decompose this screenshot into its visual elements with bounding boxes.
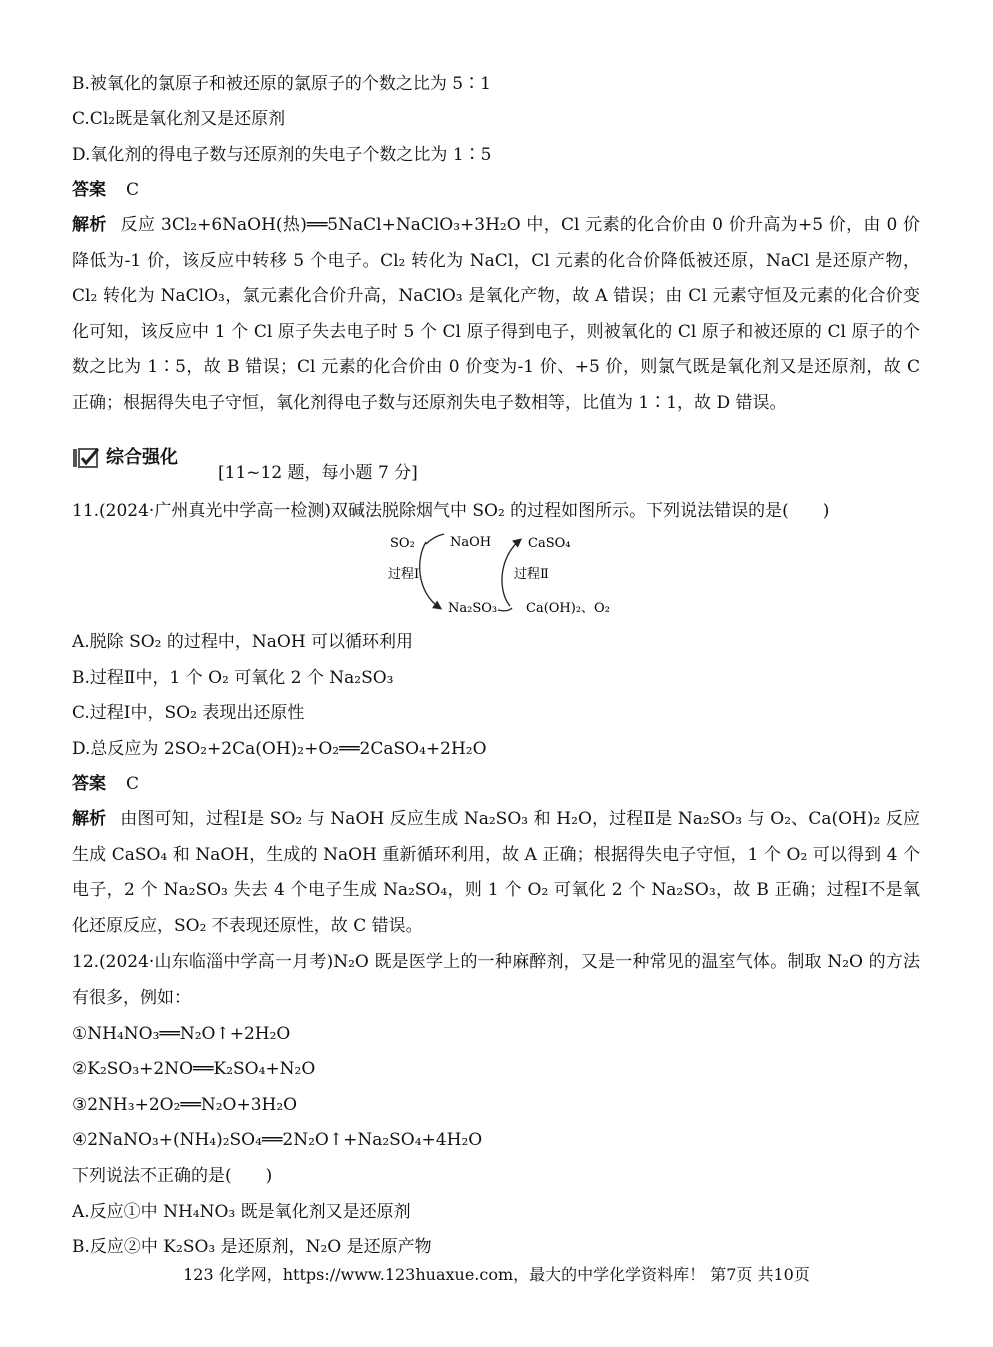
caso4-label: CaSO₄ <box>528 536 571 551</box>
caoh2-o2-label: Ca(OH)₂、O₂ <box>526 601 610 616</box>
na2so3-label: Na₂SO₃ <box>448 601 498 616</box>
q12-option-b: B.反应②中 K₂SO₃ 是还原剂，N₂O 是还原产物 <box>72 1237 432 1257</box>
naoh-join-line <box>426 534 444 544</box>
q12-reaction-4: ④2NaNO₃+(NH₄)₂SO₄══2N₂O↑+Na₂SO₄+4H₂O <box>72 1130 483 1150</box>
page-footer: 123 化学网，https://www.123huaxue.com，最大的中学化学资料库！ 第7页 共10页 <box>183 1265 810 1284</box>
q12-question: 下列说法不正确的是( ) <box>72 1166 273 1186</box>
process1-label: 过程Ⅰ <box>388 567 420 582</box>
answer-value: C <box>126 774 140 794</box>
q11-stem: 11.(2024·广州真光中学高一检测)双碱法脱除烟气中 SO₂ 的过程如图所示。下列说法错误的是( ) <box>72 501 830 521</box>
naoh-label: NaOH <box>450 535 492 550</box>
q10-answer <box>72 178 139 202</box>
process1-curve-arrow <box>420 542 440 608</box>
analysis-label: 解析 <box>72 809 107 829</box>
q11-analysis <box>72 802 920 944</box>
section-title: 综合强化 <box>106 447 178 468</box>
q11-option-c: C.过程Ⅰ中，SO₂ 表现出还原性 <box>72 703 305 723</box>
analysis-text: 反应 3Cl₂+6NaOH(热)══5NaCl+NaClO₃+3H₂O 中，Cl 元素的化合价由 0 价升高为+5 价，由 0 价降低为-1 价，该反应中转移 5 个电子。Cl₂ 转化为 NaCl，Cl 元素的化合价降低被还原，NaCl 是还原产物，Cl₂ 转化为 NaClO₃，氯元素化合价升高，NaClO₃ 是氧化产物，故 A 错误；由 Cl 元素守恒及元素的化合价变化可知，该反应中 1 个 Cl 原子失去电子时 5 个 Cl 原子得到电子，则被氧化的 Cl 原子和被还原的 Cl 原子的个数之比为 1∶5，故 B 错误；Cl 元素的化合价由 0 价变为-1 价、+5 价，则氯气既是氧化剂又是还原剂，故 C 正确；根据得失电子守恒，氧化剂得电子数与还原剂失电子数相等，比值为 1∶1，故 D 错误。 <box>72 215 921 413</box>
q10-option-d: D.氧化剂的得电子数与还原剂的失电子个数之比为 1∶5 <box>72 145 492 165</box>
answer-value: C <box>126 180 140 200</box>
q12-reaction-1: ①NH₄NO₃══N₂O↑+2H₂O <box>72 1024 291 1044</box>
analysis-label: 解析 <box>72 215 107 235</box>
q11-process-diagram <box>380 528 620 622</box>
q12-reaction-3: ③2NH₃+2O₂══N₂O+3H₂O <box>72 1095 298 1115</box>
checklist-icon <box>72 447 100 469</box>
answer-label: 答案 <box>72 180 106 200</box>
q11-option-a: A.脱除 SO₂ 的过程中，NaOH 可以循环利用 <box>72 632 414 652</box>
q10-option-c: C.Cl₂既是氧化剂又是还原剂 <box>72 109 286 129</box>
q11-option-b: B.过程Ⅱ中，1 个 O₂ 可氧化 2 个 Na₂SO₃ <box>72 668 394 688</box>
q11-answer <box>72 772 139 796</box>
q12-stem: 12.(2024·山东临淄中学高一月考)N₂O 既是医学上的一种麻醉剂，又是一种常见的温室气体。制取 N₂O 的方法有很多，例如： <box>72 952 920 1008</box>
na2so3-join-line <box>498 608 512 611</box>
so2-label: SO₂ <box>390 536 415 551</box>
q12-reaction-2: ②K₂SO₃+2NO══K₂SO₄+N₂O <box>72 1059 316 1079</box>
process2-label: 过程Ⅱ <box>514 567 549 582</box>
analysis-text: 由图可知，过程Ⅰ是 SO₂ 与 NaOH 反应生成 Na₂SO₃ 和 H₂O，过程Ⅱ是 Na₂SO₃ 与 O₂、Ca(OH)₂ 反应生成 CaSO₄ 和 NaOH，生成的 NaOH 重新循环利用，故 A 正确；根据得失电子守恒，1 个 O₂ 可以得到 4 个电子，2 个 Na₂SO₃ 失去 4 个电子生成 Na₂SO₄，则 1 个 O₂ 可氧化 2 个 Na₂SO₃，故 B 正确；过程Ⅰ不是氧化还原反应，SO₂ 不表现还原性，故 C 错误。 <box>72 809 920 936</box>
q11-option-d: D.总反应为 2SO₂+2Ca(OH)₂+O₂══2CaSO₄+2H₂O <box>72 739 487 759</box>
section-note: [11~12 题，每小题 7 分] <box>218 463 418 483</box>
answer-label: 答案 <box>72 774 106 794</box>
q10-option-b: B.被氧化的氯原子和被还原的氯原子的个数之比为 5∶1 <box>72 74 491 94</box>
q10-analysis <box>72 208 920 422</box>
q12-option-a: A.反应①中 NH₄NO₃ 既是氧化剂又是还原剂 <box>72 1202 411 1222</box>
